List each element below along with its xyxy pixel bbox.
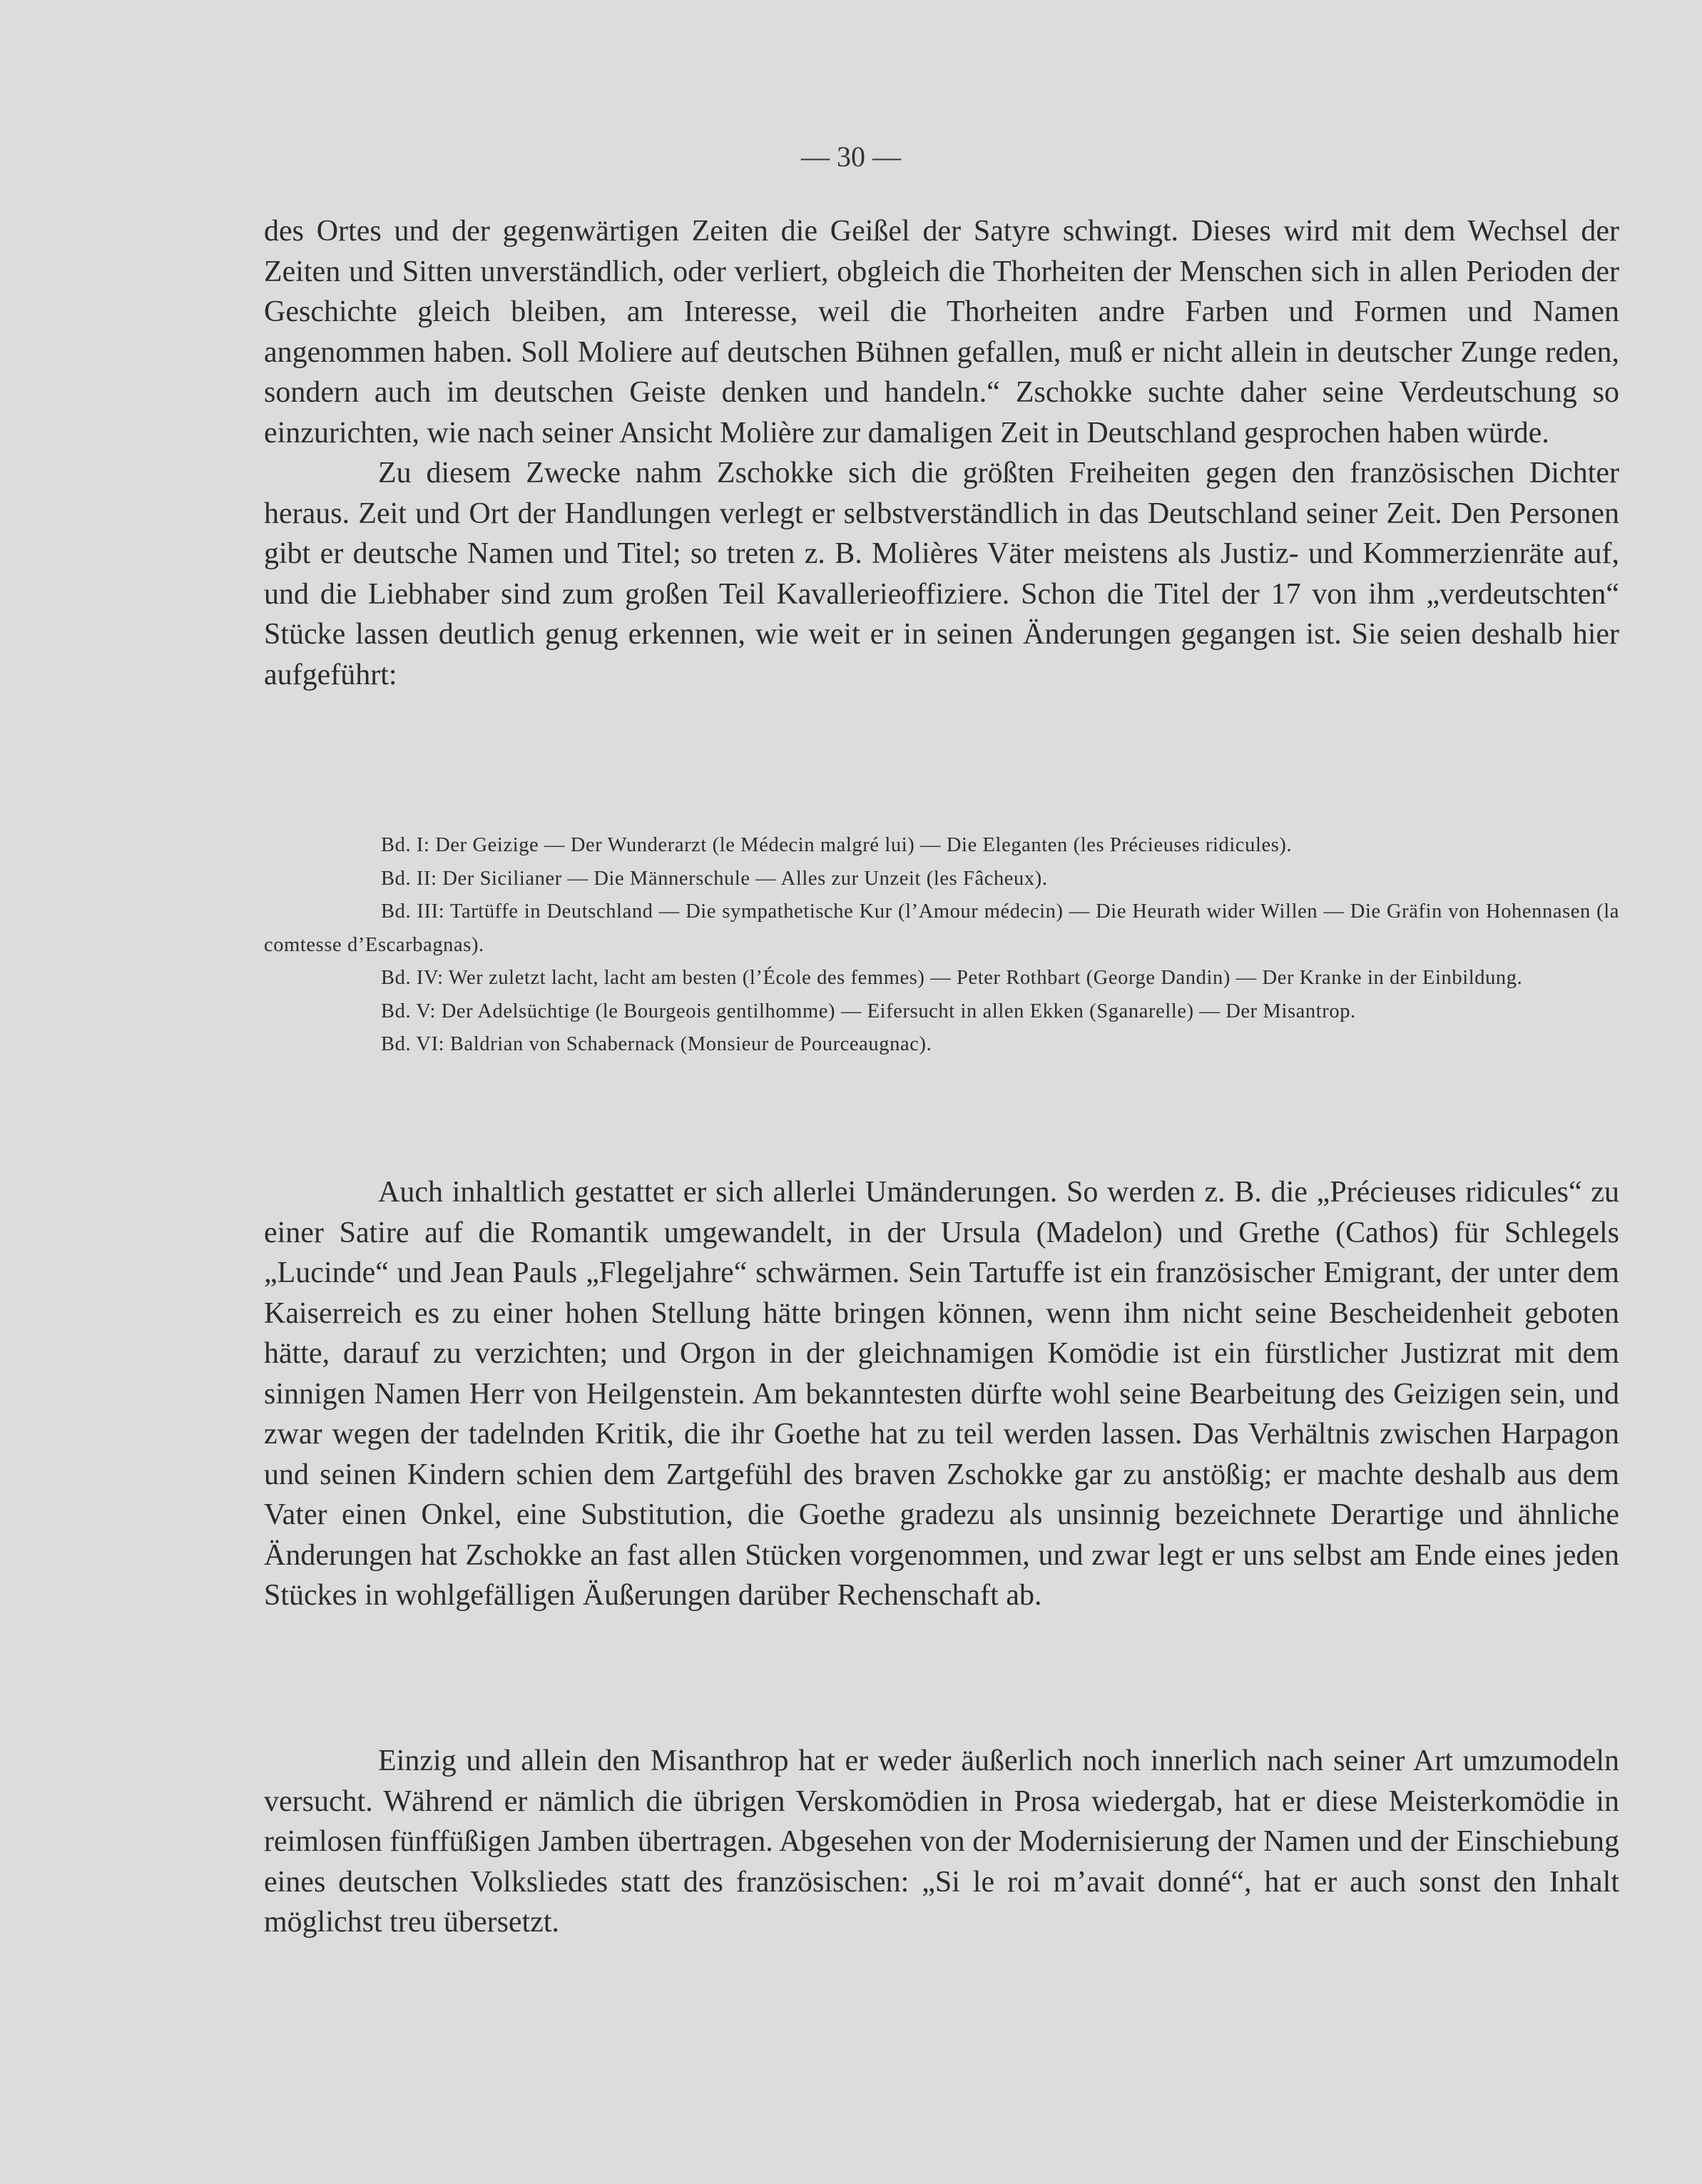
text-block-middle [264,1172,1619,1616]
paragraph-continued: des Ortes und der gegenwärtigen Zeiten die Geißel der Satyre schwingt. Dieses wird mit dem Wechsel der Zeiten und Sitten unverständlich, oder verliert, obgleich die Thorheiten der Menschen sich in allen Perioden der Geschichte gleich bleiben, am Interesse, weil die Thorheiten andre Farben und Formen und Namen angenommen haben. Soll Moliere auf deutschen Bühnen gefallen, muß er nicht allein in deutscher Zunge reden, sondern auch im deutschen Geiste denken und handeln.“ Zschokke suchte daher seine Verdeutschung so einzurichten, wie nach seiner Ansicht Molière zur damaligen Zeit in Deutschland gesprochen haben würde. [264,215,1619,450]
volume-entry-5: Bd. V: Der Adelsüchtige (le Bourgeois gentilhomme) — Eifersucht in allen Ekken (Sganarelle) — Der Misantrop. [381,1000,1356,1022]
text-block-bottom [264,1741,1619,1943]
volume-list [264,829,1619,1062]
volume-entry-3: Bd. III: Tartüffe in Deutschland — Die sympathetische Kur (l’Amour médecin) — Die Heurath wider Willen — Die Gräfin von Hohennasen (la comtesse d’Escarbagnas). [264,900,1619,956]
paragraph-freedoms: Zu diesem Zwecke nahm Zschokke sich die größten Freiheiten gegen den französischen Dichter heraus. Zeit und Ort der Handlungen verlegt er selbstverständlich in das Deutschland seiner Zeit. Den Personen gibt er deutsche Namen und Titel; so treten z. B. Molières Väter meistens als Justiz- und Kommerzienräte auf, und die Liebhaber sind zum großen Teil Kavallerieoffiziere. Schon die Titel der 17 von ihm „verdeutschten“ Stücke lassen deutlich genug erkennen, wie weit er in seinen Änderungen gegangen ist. Sie seien deshalb hier aufgeführt: [264,457,1619,691]
volume-entry-4: Bd. IV: Wer zuletzt lacht, lacht am besten (l’École des femmes) — Peter Rothbart (George Dandin) — Der Kranke in der Einbildung. [381,967,1523,989]
text-block-top [264,211,1619,695]
page-number: — 30 — [801,141,901,173]
volume-entry-6: Bd. VI: Baldrian von Schabernack (Monsieur de Pourceaugnac). [381,1033,932,1055]
volume-entry-1: Bd. I: Der Geizige — Der Wunderarzt (le Médecin malgré lui) — Die Eleganten (les Précieuses ridicules). [381,834,1293,856]
paragraph-misanthrop: Einzig und allein den Misanthrop hat er weder äußerlich noch innerlich nach seiner Art umzumodeln versucht. Während er nämlich die übrigen Verskomödien in Prosa wiedergab, hat er diese Meisterkomödie in reimlosen fünffüßigen Jamben übertragen. Abgesehen von der Modernisierung der Namen und der Einschiebung eines deutschen Volksliedes statt des französischen: „Si le roi m’avait donné“, hat er auch sonst den Inhalt möglichst treu übersetzt. [264,1744,1619,1939]
volume-entry-2: Bd. II: Der Sicilianer — Die Männerschule — Alles zur Unzeit (les Fâcheux). [381,867,1048,890]
paragraph-content-changes: Auch inhaltlich gestattet er sich allerlei Umänderungen. So werden z. B. die „Précieuses ridicules“ zu einer Satire auf die Romantik umgewandelt, in der Ursula (Madelon) und Grethe (Cathos) für Schlegels „Lucinde“ und Jean Pauls „Flegeljahre“ schwärmen. Sein Tartuffe ist ein französischer Emigrant, der unter dem Kaiserreich es zu einer hohen Stellung hätte bringen können, wenn ihm nicht seine Bescheidenheit geboten hätte, darauf zu verzichten; und Orgon in der gleichnamigen Komödie ist ein fürstlicher Justizrat mit dem sinnigen Namen Herr von Heilgenstein. Am bekanntesten dürfte wohl seine Bearbeitung des Geizigen sein, und zwar wegen der tadelnden Kritik, die ihr Goethe hat zu teil werden lassen. Das Verhältnis zwischen Harpagon und seinen Kindern schien dem Zartgefühl des braven Zschokke gar zu anstößig; er machte deshalb aus dem Vater einen Onkel, eine Substitution, die Goethe gradezu als unsinnig bezeichnete Derartige und ähnliche Änderungen hat Zschokke an fast allen Stücken vorgenommen, und zwar legt er uns selbst am Ende eines jeden Stückes in wohlgefälligen Äußerungen darüber Rechenschaft ab. [264,1176,1619,1612]
